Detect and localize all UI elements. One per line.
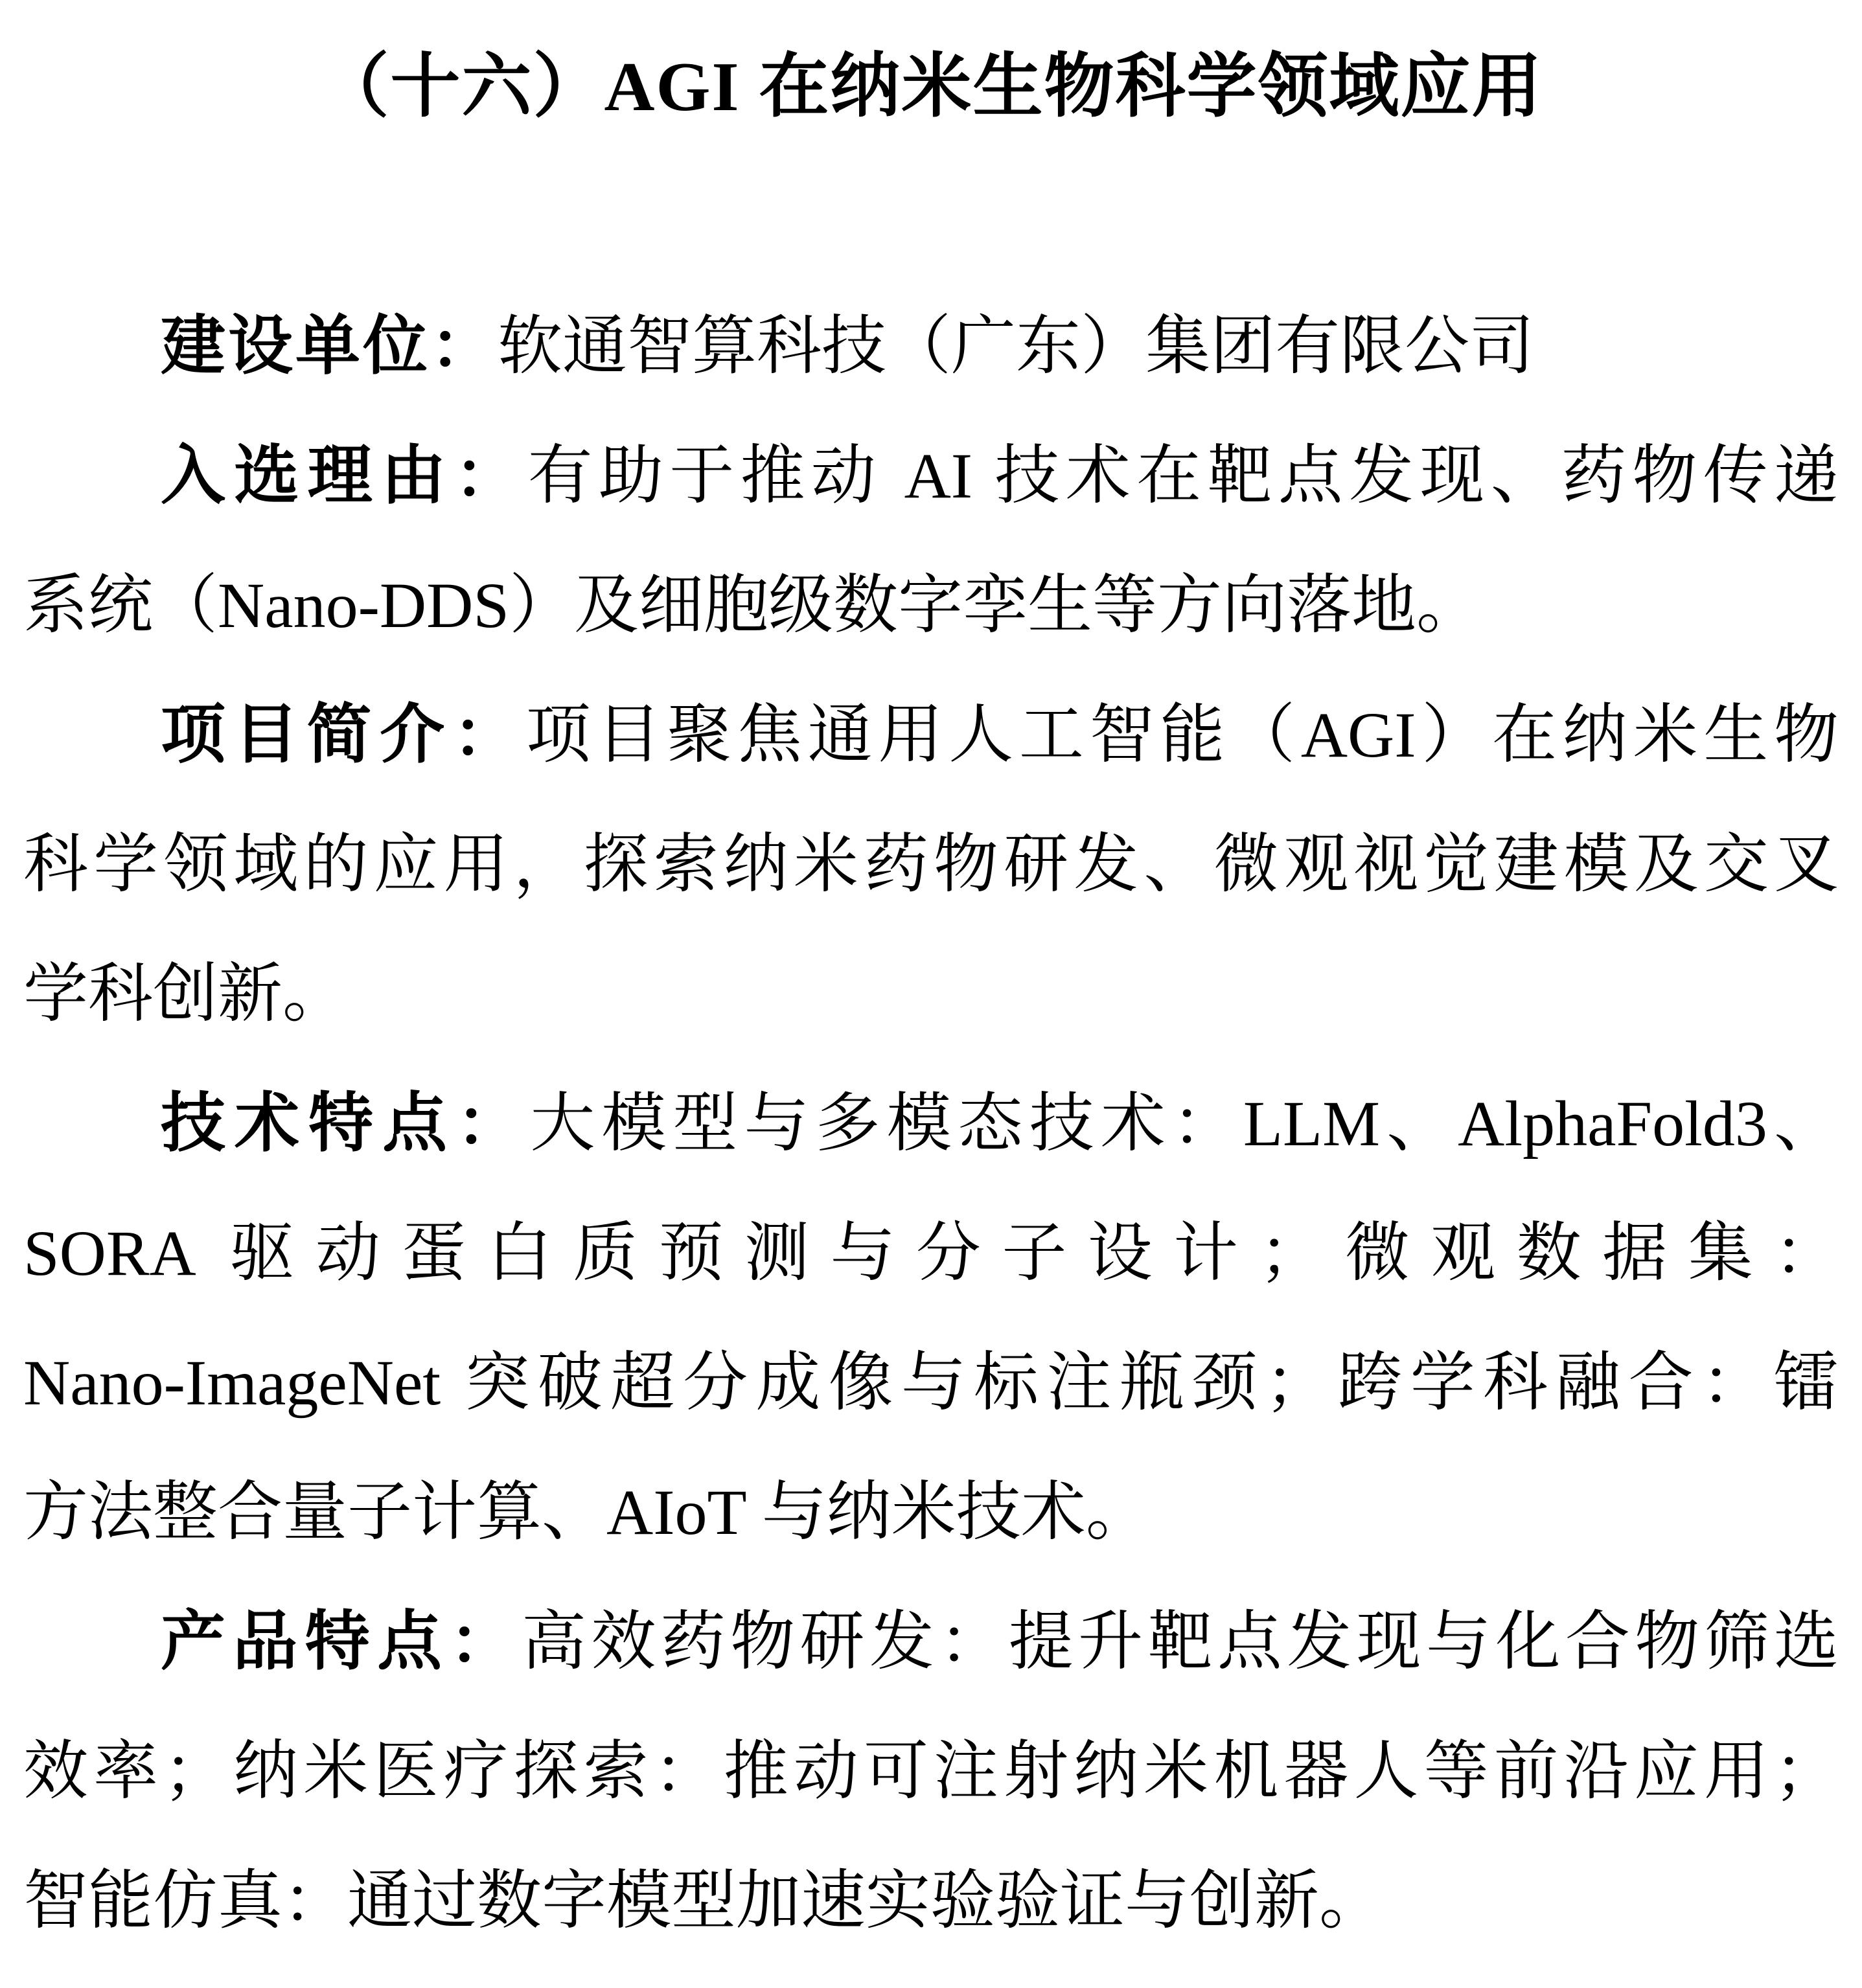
text-line: 方法整合量子计算、AIoT 与纳米技术。 [23, 1476, 1151, 1548]
document-title: （十六）AGI 在纳米生物科学领域应用 [319, 49, 1543, 126]
text-line: 产品特点：高效药物研发：提升靶点发现与化合物筛选 [161, 1606, 1839, 1678]
paragraph-label: 入选理由： [161, 440, 528, 512]
text-line: 项目简介：项目聚焦通用人工智能（AGI）在纳米生物 [161, 699, 1839, 771]
paragraph-label: 项目简介： [161, 699, 526, 771]
text-line: 入选理由：有助于推动 AI 技术在靶点发现、药物传递 [161, 440, 1839, 512]
text-line: 建设单位：软通智算科技（广东）集团有限公司 [161, 310, 1534, 382]
paragraph-label: 技术特点： [161, 1088, 531, 1160]
paragraph-label: 产品特点： [161, 1606, 522, 1678]
text-line: 智能仿真：通过数字模型加速实验验证与创新。 [23, 1865, 1384, 1937]
text-line: 学科创新。 [23, 958, 347, 1030]
text-line: SORA 驱动蛋白质预测与分子设计；微观数据集： [23, 1217, 1839, 1289]
text-line: 效率；纳米医疗探索：推动可注射纳米机器人等前沿应用； [23, 1735, 1839, 1807]
text-line: 系统（Nano-DDS）及细胞级数字孪生等方向落地。 [23, 569, 1481, 641]
text-line: 技术特点：大模型与多模态技术：LLM、AlphaFold3、 [161, 1088, 1839, 1160]
text-line: 科学领域的应用，探索纳米药物研发、微观视觉建模及交叉 [23, 828, 1839, 900]
text-line: Nano-ImageNet 突破超分成像与标注瓶颈；跨学科融合：镭 [23, 1347, 1839, 1419]
paragraph-label: 建设单位： [161, 310, 498, 382]
document-body [23, 282, 1839, 1966]
